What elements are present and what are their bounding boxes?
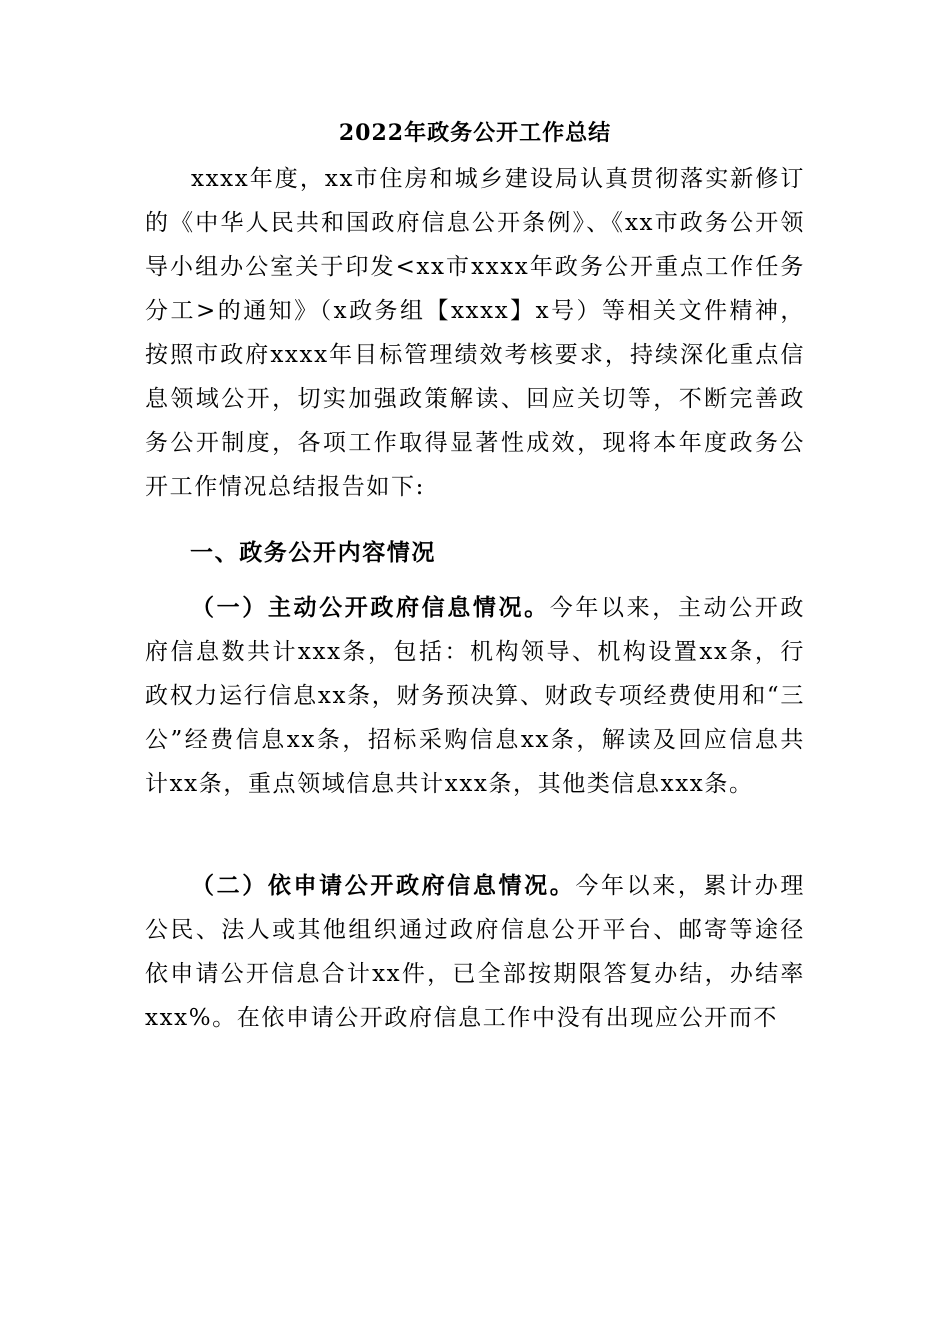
- paragraph-body: 今年以来，累计办理公民、法人或其他组织通过政府信息公开平台、邮寄等途径依申请公开信息合计xx件，已全部按期限答复办结，办结率xxx%。在依申请公开政府信息工作中没有出现应公开而不: [145, 873, 805, 1031]
- intro-paragraph: xxxx年度，xx市住房和城乡建设局认真贯彻落实新修订的《中华人民共和国政府信息公开条例》、《xx市政务公开领导小组办公室关于印发<xx市xxxx年政务公开重点工作任务分工>的通知》（x政务组【xxxx】x号）等相关文件精神，按照市政府xxxx年目标管理绩效考核要求，持续深化重点信息领域公开，切实加强政策解读、回应关切等，不断完善政务公开制度，各项工作取得显著性成效，现将本年度政务公开工作情况总结报告如下:: [145, 166, 805, 500]
- paragraph-active-disclosure: [145, 586, 805, 806]
- paragraph-body: 今年以来，主动公开政府信息数共计xxx条，包括：机构领导、机构设置xx条，行政权力运行信息xx条，财务预决算、财政专项经费使用和“三公”经费信息xx条，招标采购信息xx条，解读及回应信息共计xx条，重点领域信息共计xxx条，其他类信息xxx条。: [145, 595, 805, 797]
- paragraph-lead: （一）主动公开政府信息情况。: [191, 594, 550, 621]
- paragraph-application-disclosure: [145, 864, 805, 1040]
- paragraph-lead: （二）依申请公开政府信息情况。: [191, 872, 576, 899]
- section-heading: 一、政务公开内容情况: [190, 539, 436, 566]
- document-title: 2022年政务公开工作总结: [338, 120, 612, 146]
